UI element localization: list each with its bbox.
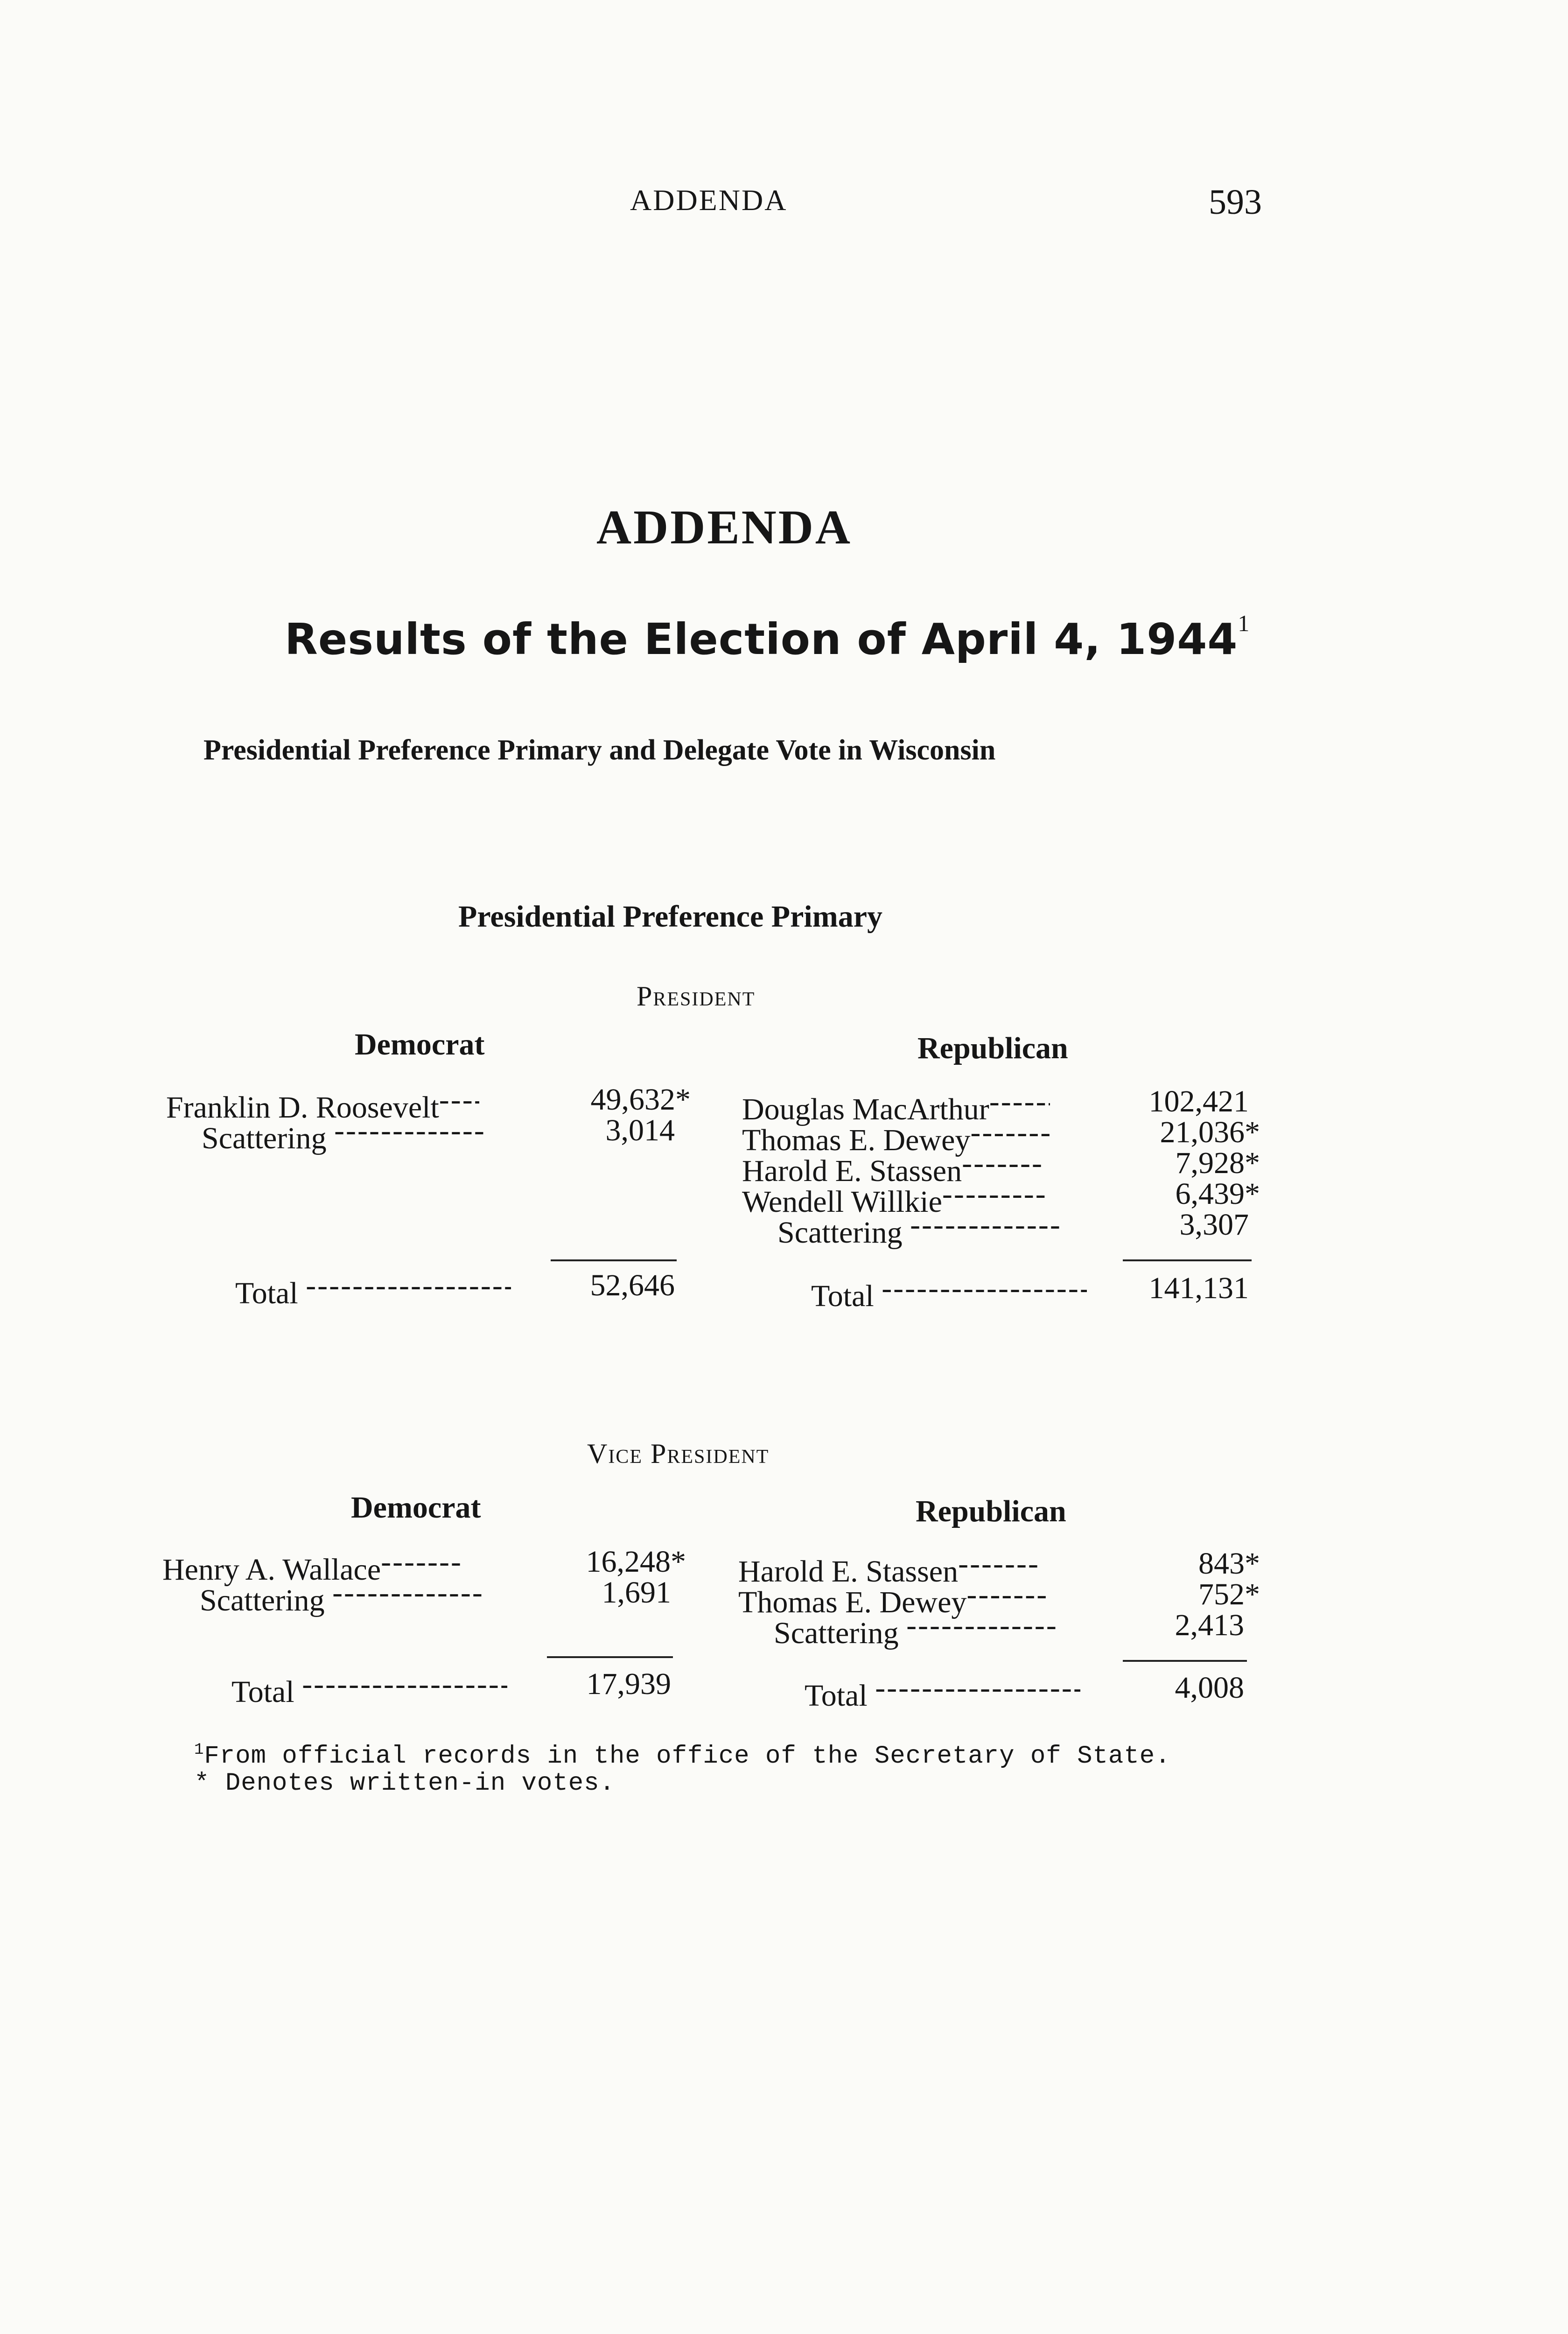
dot-leader [970,1115,1050,1150]
president-heading: President [637,981,756,1012]
dot-leader [302,1666,507,1702]
total-row [231,1666,507,1710]
total-label: Total [235,1276,298,1310]
candidate-name: Scattering [200,1583,325,1617]
vote-count: 3,014 [605,1113,675,1147]
candidate-name: Wendell Willkie [742,1185,942,1219]
footnote-mark: 1 [194,1741,204,1759]
total-label: Total [805,1679,868,1713]
vote-count: 6,439* [1175,1177,1260,1211]
footnote-mark: * [194,1769,210,1798]
total-value: 52,646 [590,1268,675,1302]
total-value: 17,939 [586,1667,671,1701]
vote-count: 1,691 [602,1575,671,1610]
candidate-name: Franklin D. Roosevelt [166,1090,439,1125]
vote-count: 2,413 [1175,1608,1244,1642]
vote-count: 843* [1198,1547,1260,1581]
footnote-ref-1: 1 [1238,610,1250,636]
candidate-name: Scattering [777,1216,903,1250]
dot-leader [910,1207,1059,1243]
footnote-text: Denotes written-in votes. [225,1769,615,1798]
dot-leader [942,1176,1045,1212]
total-rule [547,1656,673,1658]
vote-count: 7,928* [1175,1146,1260,1180]
vote-count: 49,632* [590,1083,691,1117]
vote-count: 752* [1198,1577,1260,1611]
candidate-name: Thomas E. Dewey [738,1585,967,1619]
vote-count: 21,036* [1160,1115,1260,1149]
dot-leader [306,1268,511,1303]
vice-president-heading: Vice President [587,1438,770,1469]
candidate-name: Scattering [774,1616,899,1650]
dot-leader [958,1546,1037,1582]
total-rule [1123,1660,1247,1662]
subtitle: Presidential Preference Primary and Delegate Vote in Wisconsin [203,734,996,766]
vote-count: 102,421 [1148,1084,1249,1118]
total-value: 141,131 [1148,1271,1249,1305]
running-title: ADDENDA [630,183,788,217]
dot-leader [966,1577,1046,1612]
dot-leader [875,1670,1080,1706]
total-rule [551,1259,677,1261]
candidate-name: Douglas MacArthur [742,1092,989,1126]
dot-leader [989,1084,1050,1119]
candidate-name: Henry A. Wallace [162,1553,381,1587]
candidate-name: Harold E. Stassen [742,1154,962,1188]
page-number: 593 [1209,183,1262,222]
addenda-title: ADDENDA [596,500,852,554]
president-democrat-heading: Democrat [355,1027,485,1062]
main-title [285,610,1250,664]
total-label: Total [811,1279,874,1313]
dot-leader [962,1146,1041,1181]
footnote-text: From official records in the office of the Secretary of State. [204,1742,1171,1771]
table-row [202,1113,483,1156]
vote-count: 3,307 [1179,1208,1249,1242]
total-label: Total [231,1675,294,1709]
dot-leader [332,1575,482,1610]
total-rule [1123,1259,1252,1261]
candidate-name: Harold E. Stassen [738,1554,959,1589]
total-row [235,1268,511,1311]
footnote [194,1769,615,1798]
table-row [777,1207,1059,1251]
candidate-name: Scattering [202,1121,327,1155]
dot-leader [882,1271,1087,1306]
vice-president-republican-heading: Republican [916,1494,1066,1528]
main-title-text: Results of the Election of April 4, 1944 [285,614,1238,664]
vote-count: 16,248* [586,1545,686,1579]
president-republican-heading: Republican [917,1031,1068,1065]
total-value: 4,008 [1175,1671,1244,1705]
vice-president-democrat-heading: Democrat [351,1490,481,1525]
dot-leader [334,1113,483,1148]
table-row [200,1575,482,1618]
dot-leader [906,1608,1056,1643]
total-row [811,1271,1087,1314]
candidate-name: Thomas E. Dewey [742,1123,971,1157]
section-title: Presidential Preference Primary [458,900,882,934]
footnote [194,1741,1171,1771]
dot-leader [439,1082,479,1118]
dot-leader [381,1544,460,1580]
table-row [774,1608,1056,1651]
total-row [805,1670,1080,1714]
